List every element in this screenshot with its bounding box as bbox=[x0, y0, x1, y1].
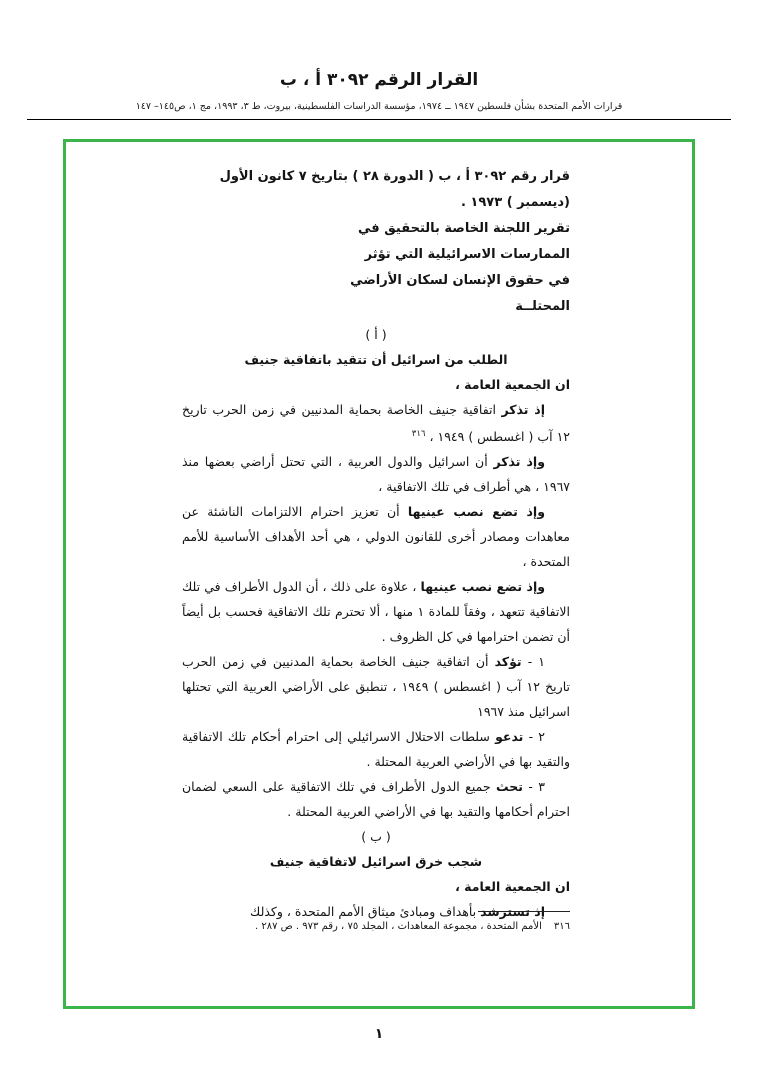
footnote-text: الأمم المتحدة ، مجموعة المعاهدات ، المجلد ٧٥ ، رقم ٩٧٣ . ص ٢٨٧ . bbox=[255, 921, 542, 932]
clause-lead: وإذ تضع نصب عينيها bbox=[407, 504, 545, 520]
resolution-text-box bbox=[63, 139, 695, 1009]
clause-lead: تدعو bbox=[495, 729, 524, 745]
footnote-number: ٣١٦ bbox=[553, 921, 570, 932]
section-a-opening: ان الجمعية العامة ، bbox=[455, 377, 570, 392]
clause-text: أن اتفاقية جنيف الخاصة بحماية المدنيين في زمن الحرب تاريخ ١٢ آب ( اغسطس ) ١٩٤٩ ، تنطبق على الأراضي العربية التي تحتلها اسرائيل منذ ١٩٦٧ bbox=[182, 654, 570, 720]
clause-text: جميع الدول الأطراف في تلك الاتفاقية على السعي لضمان احترام أحكامها والتقيد بها في الأراضي العربية المحتلة . bbox=[182, 779, 570, 820]
page-header bbox=[0, 0, 758, 120]
clause-lead: إذ تذكر bbox=[501, 402, 545, 417]
clause-lead: تحث bbox=[495, 779, 523, 795]
section-b-letter: ( ب ) bbox=[361, 829, 391, 845]
clause-bearing-in-mind-1 bbox=[182, 499, 570, 574]
clause-text: سلطات الاحتلال الاسرائيلي إلى احترام أحكام تلك الاتفاقية والتقيد بها في الأراضي العربية المحتلة . bbox=[182, 729, 570, 770]
clause-number: ٢ - bbox=[528, 729, 545, 745]
clause-lead: وإذ تذكر bbox=[493, 454, 545, 470]
clause-number: ١ - bbox=[527, 654, 545, 670]
section-b-opening: ان الجمعية العامة ، bbox=[455, 879, 570, 895]
resolution-title-line: قرار رقم ٣٠٩٢ أ ، ب ( الدورة ٢٨ ) بتاريخ ٧ كانون الأول bbox=[219, 169, 570, 184]
header-divider bbox=[27, 119, 731, 120]
footnote bbox=[182, 920, 570, 934]
clause-text: أن تعزيز احترام الالتزامات الناشئة عن معاهدات ومصادر أخرى للقانون الدولي ، هي أحد الأهداف الأساسية للأمم المتحدة ، bbox=[182, 504, 570, 570]
clause-lead: تؤكد bbox=[494, 654, 522, 670]
resolution-title bbox=[182, 164, 570, 320]
resolution-title-line: تقرير اللجنة الخاصة بالتحقيق في bbox=[358, 221, 570, 236]
clause-recalling-2 bbox=[182, 449, 570, 499]
resolution-title-line: في حقوق الإنسان لسكان الأراضي bbox=[350, 273, 570, 288]
resolution-title-line: المحتلــة bbox=[515, 299, 570, 314]
clause-text: بأهداف ومبادئ ميثاق الأمم المتحدة ، وكذلك bbox=[250, 904, 477, 920]
resolution-title-line: الممارسات الاسرائيلية التي تؤثر bbox=[364, 247, 570, 262]
clause-lead: إذ تسترشد bbox=[480, 904, 545, 920]
operative-clause-3 bbox=[182, 774, 570, 824]
footnote-ref-316: ٣١٦ bbox=[411, 429, 426, 439]
section-b-title: شجب خرق اسرائيل لاتفاقية جنيف bbox=[269, 854, 483, 870]
header-source-citation: قرارات الأمم المتحدة بشأن فلسطين ١٩٤٧ ــ ١٩٧٤، مؤسسة الدراسات الفلسطينية، بيروت، ط ٣، ١٩٩٣، مج ١، ص١٤٥– ١٤٧ bbox=[135, 101, 623, 112]
clause-text: ، علاوة على ذلك ، أن الدول الأطراف في تلك الاتفاقية تتعهد ، وفقاً للمادة ١ منها ، ألا تحترم تلك الاتفاقية فحسب بل أيضاً أن تضمن احترامها في كل الظروف . bbox=[182, 579, 570, 645]
clause-text: اتفاقية جنيف الخاصة بحماية المدنيين في زمن الحرب تاريخ ١٢ آب ( اغسطس ) ١٩٤٩ ، bbox=[182, 402, 570, 445]
clause-recalling-1 bbox=[182, 397, 570, 449]
resolution-title-line: (ديسمبر ) ١٩٧٣ . bbox=[460, 195, 570, 210]
section-a-title: الطلب من اسرائيل أن تتقيد باتفاقية جنيف bbox=[244, 352, 508, 367]
footnote-divider bbox=[478, 911, 570, 912]
clause-number: ٣ - bbox=[528, 779, 545, 795]
page-number: ١ bbox=[374, 1026, 384, 1042]
clause-bearing-in-mind-2 bbox=[182, 574, 570, 649]
header-title: القرار الرقم ٣٠٩٢ أ ، ب bbox=[279, 70, 479, 90]
footnote-area bbox=[182, 911, 570, 934]
operative-clause-1 bbox=[182, 649, 570, 724]
clause-text: أن اسرائيل والدول العربية ، التي تحتل أراضي بعضها منذ ١٩٦٧ ، هي أطراف في تلك الاتفاقية ، bbox=[182, 454, 570, 495]
section-a-letter: ( أ ) bbox=[365, 327, 387, 342]
clause-lead: وإذ تضع نصب عينيها bbox=[420, 579, 546, 595]
operative-clause-2 bbox=[182, 724, 570, 774]
